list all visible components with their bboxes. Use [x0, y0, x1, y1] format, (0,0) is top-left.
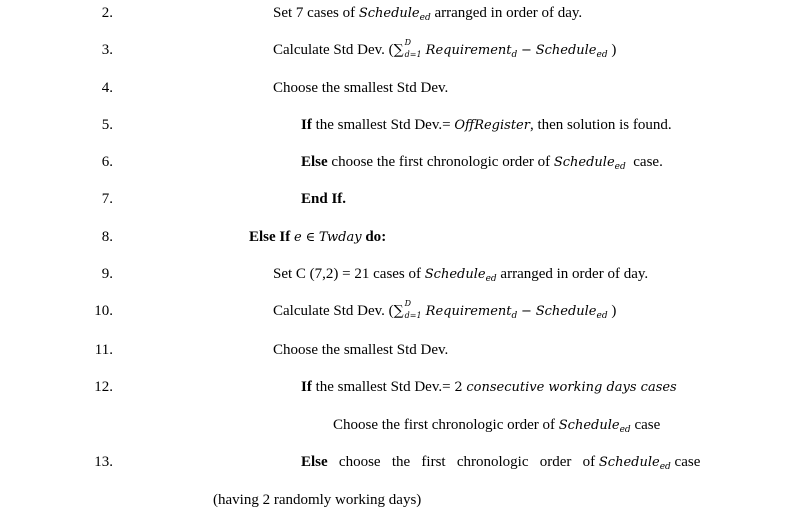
algorithm-line-10 [0, 300, 788, 322]
line-number: 2. [101, 5, 113, 21]
line-text: Else choose the first chronologic order of Schedule$_{ed}$ case [301, 454, 701, 472]
line-text: If the smallest Std Dev.= 2 consecutive working days cases [301, 379, 677, 395]
algorithm-line-12 [0, 376, 788, 398]
line-text: Set 7 cases of Schedule$_{ed}$ arranged in order of day. [273, 5, 583, 23]
algorithm-line-3 [0, 39, 788, 61]
summation-symbol: ∑ [393, 303, 404, 319]
keyword-else: Else [301, 154, 328, 170]
keyword-else-if: Else If [249, 229, 291, 245]
line-number: 12. [94, 379, 113, 395]
algorithm-line-5 [0, 114, 788, 136]
summation-symbol: ∑ [393, 42, 404, 58]
summation-bounds: D d=1 [404, 298, 422, 320]
keyword-if: If [301, 379, 312, 395]
keyword-if: If [301, 117, 312, 133]
algorithm-line-6 [0, 151, 788, 173]
algorithm-line-8 [0, 226, 788, 248]
line-text: Choose the smallest Std Dev. [273, 80, 449, 96]
line-text: Calculate Std Dev. (∑ D d=1 Requirement$_d$ − Schedule$_{ed}$ ) [273, 298, 617, 321]
line-number: 11. [94, 342, 113, 358]
line-text [301, 188, 346, 210]
keyword-do: do [365, 229, 382, 245]
line-number: 10. [94, 303, 113, 319]
line-number: 13. [94, 454, 113, 470]
line-text: Calculate Std Dev. (∑ D d=1 Requirement$_d$ − Schedule$_{ed}$ ) [273, 37, 617, 60]
line-number: 9. [101, 266, 113, 282]
line-number: 8. [101, 229, 113, 245]
algorithm-line-11 [0, 339, 788, 361]
line-number: 7. [101, 191, 113, 207]
algorithm-line-13 [0, 451, 788, 473]
algorithm-line-2 [0, 2, 788, 24]
line-text: If the smallest Std Dev.= OffRegister, then solution is found. [301, 117, 672, 133]
line-text: Else If e ∈ Twday do: [249, 229, 387, 245]
algorithm-line-4 [0, 77, 788, 99]
keyword-else: Else [301, 454, 328, 470]
algorithm-line-9 [0, 263, 788, 285]
line-number: 6. [101, 154, 113, 170]
summation-bounds: D d=1 [404, 37, 422, 59]
algorithm-line-7 [0, 188, 788, 210]
line-text: Choose the first chronologic order of Schedule$_{ed}$ case [333, 417, 661, 435]
line-number: 4. [101, 80, 113, 96]
line-text: Set C (7,2) = 21 cases of Schedule$_{ed}$ arranged in order of day. [273, 266, 649, 284]
line-text: (having 2 randomly working days) [213, 492, 422, 508]
algorithm-line-12-continuation [0, 414, 788, 436]
line-text: Choose the smallest Std Dev. [273, 342, 449, 358]
line-number: 3. [101, 42, 113, 58]
algorithm-line-13-continuation [0, 489, 788, 511]
line-text: Else choose the first chronologic order of Schedule$_{ed}$ case. [301, 154, 663, 172]
line-number: 5. [101, 117, 113, 133]
keyword-end-if: End If. [301, 191, 347, 207]
